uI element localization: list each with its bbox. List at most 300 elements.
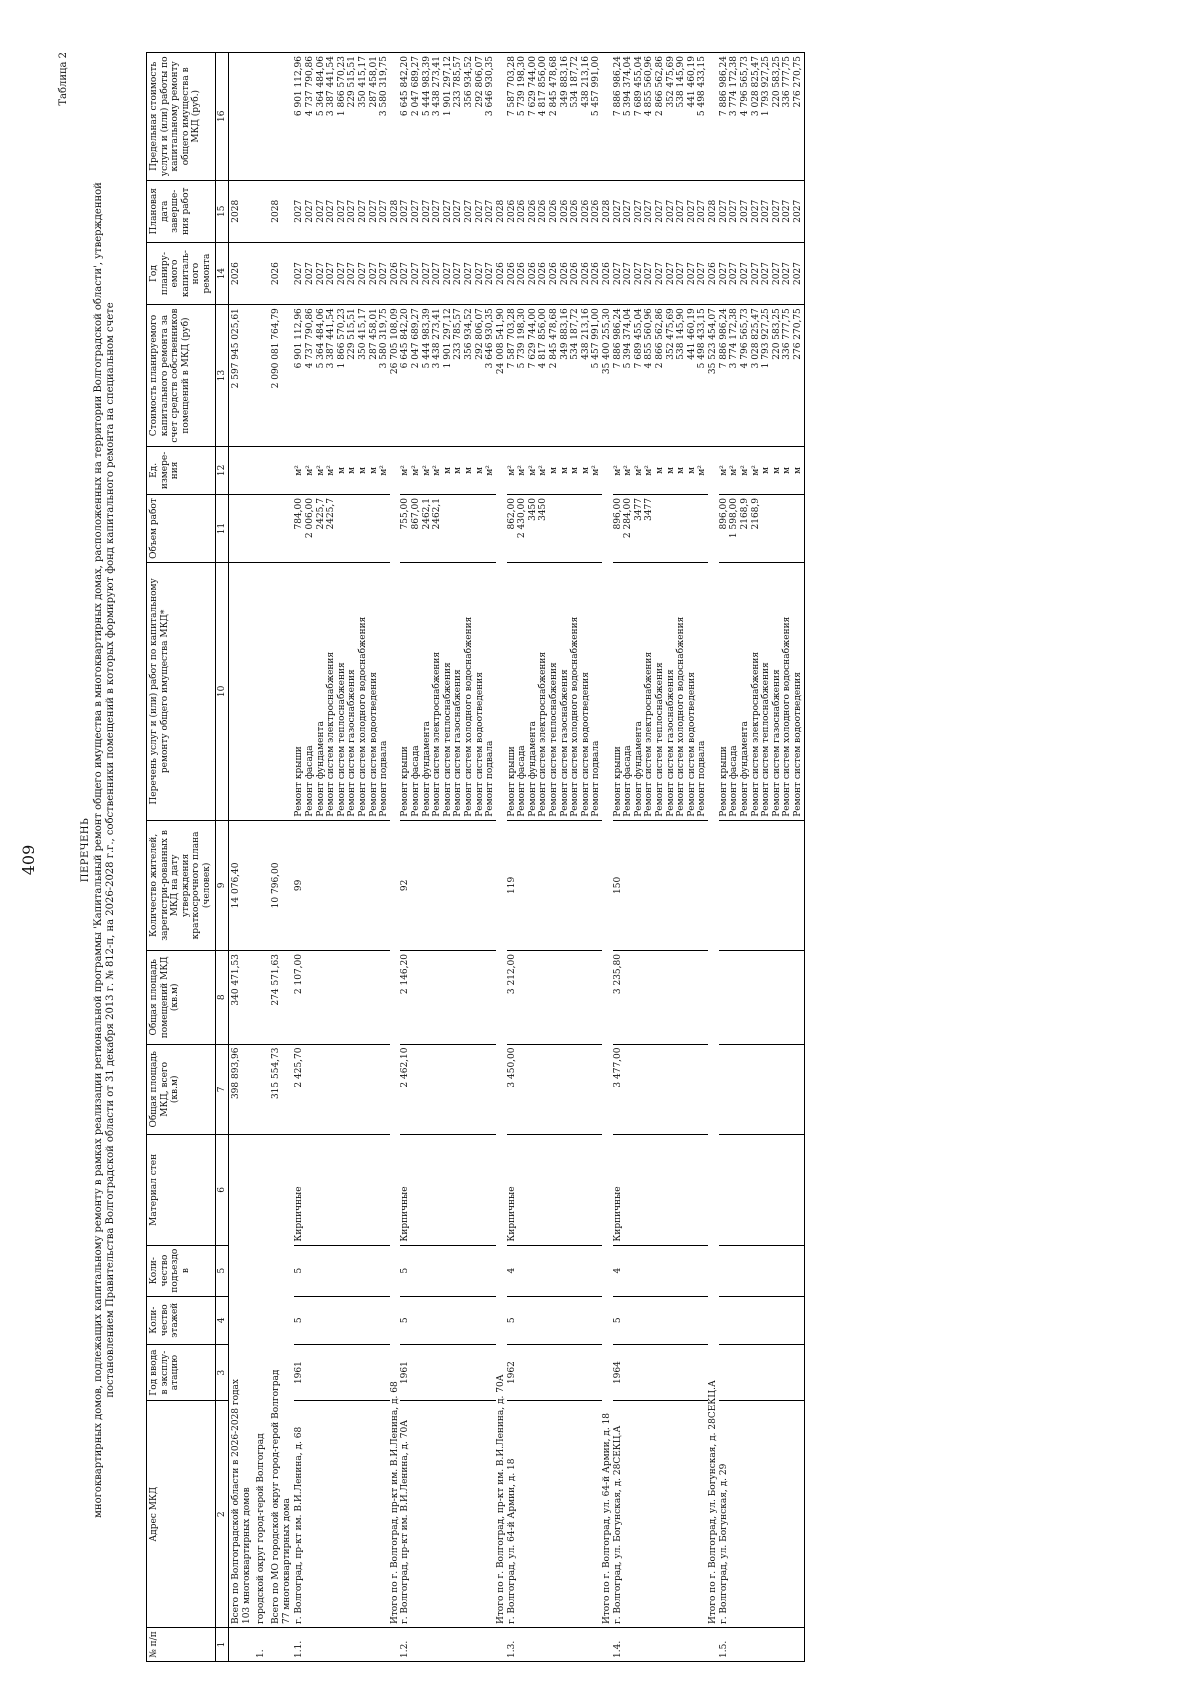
empty-cell	[326, 820, 337, 950]
work-year: 2027	[326, 242, 337, 304]
empty-cell	[337, 1296, 348, 1344]
empty-cell	[453, 1401, 464, 1628]
mo-date: 2028	[269, 180, 294, 242]
empty-cell	[666, 1401, 677, 1628]
work-cost: 6 645 842,20	[400, 305, 411, 447]
work-date: 2027	[666, 180, 677, 242]
work-name: Ремонт систем электроснабжения	[326, 562, 337, 820]
empty-cell	[697, 1401, 708, 1628]
house-entrances: 4	[613, 1245, 624, 1296]
empty-cell	[528, 1344, 539, 1401]
work-cost: 2 866 562,86	[655, 305, 666, 447]
district-name: городской округ город-герой Волгоград	[254, 1135, 269, 1628]
work-name: Ремонт крыши	[613, 562, 624, 820]
mo-residents: 10 796,00	[269, 820, 294, 950]
empty-cell	[581, 1628, 592, 1662]
work-row	[347, 53, 358, 1662]
work-year: 2027	[751, 242, 762, 304]
empty-cell	[411, 1044, 422, 1135]
empty-cell	[644, 1628, 655, 1662]
empty-cell	[591, 820, 602, 950]
empty-cell	[782, 1344, 793, 1401]
house-total-date: 2028	[602, 180, 613, 242]
work-date: 2027	[697, 180, 708, 242]
work-unit: м²	[613, 446, 624, 494]
work-limit: 4 855 560,96	[644, 53, 655, 181]
empty-cell	[305, 1245, 316, 1296]
work-row	[422, 53, 433, 1662]
empty-cell	[676, 1628, 687, 1662]
empty-cell	[687, 820, 698, 950]
house-total-cost: 35 400 255,30	[602, 305, 613, 447]
house-address: г. Волгоград, пр-кт им. В.И.Ленина, д. 68	[294, 1401, 305, 1628]
work-date: 2027	[453, 180, 464, 242]
work-date: 2027	[655, 180, 666, 242]
empty-cell	[432, 1135, 443, 1245]
empty-cell	[655, 951, 666, 1044]
empty-cell	[305, 1401, 316, 1628]
empty-cell	[305, 951, 316, 1044]
work-row	[560, 53, 571, 1662]
empty-cell	[560, 1401, 571, 1628]
work-limit: 5 394 374,04	[623, 53, 634, 181]
empty-cell	[390, 1628, 401, 1662]
empty-cell	[729, 1044, 740, 1135]
empty-cell	[623, 1044, 634, 1135]
work-year: 2027	[676, 242, 687, 304]
work-row	[591, 53, 602, 1662]
work-row	[687, 53, 698, 1662]
work-volume: 2462,1	[432, 495, 443, 563]
work-year: 2027	[697, 242, 708, 304]
work-year: 2027	[740, 242, 751, 304]
empty-cell	[475, 1245, 486, 1296]
empty-cell	[475, 1401, 486, 1628]
empty-cell	[379, 1296, 390, 1344]
work-row	[453, 53, 464, 1662]
empty-cell	[485, 1135, 496, 1245]
empty-cell	[793, 1245, 804, 1296]
work-date: 2027	[740, 180, 751, 242]
work-year: 2027	[358, 242, 369, 304]
empty-cell	[676, 1135, 687, 1245]
work-year: 2027	[411, 242, 422, 304]
work-name: Ремонт систем газоснабжения	[560, 562, 571, 820]
empty-cell	[443, 1628, 454, 1662]
work-unit: м²	[411, 446, 422, 494]
empty-cell	[485, 1401, 496, 1628]
house-residents: 150	[613, 820, 624, 950]
work-unit: м²	[719, 446, 730, 494]
work-year: 2026	[549, 242, 560, 304]
work-volume: 3477	[634, 495, 645, 563]
empty-cell	[485, 1296, 496, 1344]
house-number: 1.3.	[507, 1628, 518, 1662]
work-row	[751, 53, 762, 1662]
empty-cell	[347, 1245, 358, 1296]
column-number-14: 14	[215, 242, 229, 304]
work-date: 2027	[305, 180, 316, 242]
empty-cell	[337, 820, 348, 950]
work-limit: 534 187,72	[570, 53, 581, 181]
empty-cell	[761, 1135, 772, 1245]
house-material: Кирпичные	[507, 1135, 518, 1245]
empty-cell	[538, 1044, 549, 1135]
empty-cell	[666, 1344, 677, 1401]
empty-cell	[517, 1044, 528, 1135]
work-unit: м	[443, 446, 454, 494]
work-limit: 2 866 562,86	[655, 53, 666, 181]
empty-cell	[496, 1628, 507, 1662]
empty-cell	[475, 951, 486, 1044]
work-unit: м	[655, 446, 666, 494]
empty-cell	[411, 1135, 422, 1245]
work-row	[400, 53, 411, 1662]
empty-cell	[538, 1344, 549, 1401]
empty-cell	[634, 820, 645, 950]
work-name: Ремонт фасада	[411, 562, 422, 820]
work-volume	[358, 495, 369, 563]
empty-cell	[793, 1344, 804, 1401]
empty-cell	[369, 1296, 380, 1344]
empty-cell	[729, 1245, 740, 1296]
work-cost: 6 901 112,96	[294, 305, 305, 447]
work-limit: 287 458,01	[369, 53, 380, 181]
work-date: 2027	[623, 180, 634, 242]
empty-cell	[761, 1245, 772, 1296]
house-residents: 92	[400, 820, 411, 950]
empty-cell	[453, 1044, 464, 1135]
house-total-year: 2026	[602, 242, 613, 304]
house-total-label: Итого по г. Волгоград, пр-кт им. В.И.Ленина, д. 70А	[496, 446, 507, 1627]
empty-cell	[528, 1135, 539, 1245]
work-name: Ремонт систем теплоснабжения	[761, 562, 772, 820]
empty-cell	[591, 1135, 602, 1245]
empty-cell	[464, 951, 475, 1044]
work-name: Ремонт систем газоснабжения	[453, 562, 464, 820]
empty-cell	[644, 1344, 655, 1401]
work-volume	[369, 495, 380, 563]
empty-cell	[634, 1401, 645, 1628]
empty-cell	[687, 1135, 698, 1245]
work-date: 2027	[411, 180, 422, 242]
work-unit: м²	[740, 446, 751, 494]
empty-cell	[751, 820, 762, 950]
work-name: Ремонт систем холодного водоснабжения	[782, 562, 793, 820]
empty-cell	[644, 1401, 655, 1628]
work-cost: 1 793 927,25	[761, 305, 772, 447]
work-cost: 5 498 433,15	[697, 305, 708, 447]
work-row	[443, 53, 454, 1662]
work-row	[379, 53, 390, 1662]
work-date: 2027	[793, 180, 804, 242]
work-row	[761, 53, 772, 1662]
work-volume	[549, 495, 560, 563]
work-unit: м²	[294, 446, 305, 494]
house-material: Кирпичные	[613, 1135, 624, 1245]
work-name: Ремонт систем холодного водоснабжения	[676, 562, 687, 820]
work-limit: 4 737 790,86	[305, 53, 316, 181]
region-count: 103 многоквартирных домов	[241, 1487, 252, 1625]
work-cost: 276 270,75	[793, 305, 804, 447]
empty-cell	[634, 1044, 645, 1135]
empty-cell	[369, 1401, 380, 1628]
column-header-16: Предельная стоимость услуги и (или) работы по капитальному ремонту общего имущества в МКД (руб.)	[147, 53, 216, 181]
work-cost: 229 515,51	[347, 305, 358, 447]
work-volume: 2 430,00	[517, 495, 528, 563]
empty-cell	[316, 951, 327, 1044]
work-cost: 7 587 703,28	[507, 305, 518, 447]
house-area-rooms: 2 146,20	[400, 951, 411, 1044]
work-year: 2027	[453, 242, 464, 304]
house-floors: 5	[400, 1296, 411, 1344]
work-unit: м²	[507, 446, 518, 494]
empty-cell	[560, 1044, 571, 1135]
empty-cell	[655, 820, 666, 950]
empty-cell	[475, 1296, 486, 1344]
empty-cell	[687, 1628, 698, 1662]
empty-cell	[475, 820, 486, 950]
work-name: Ремонт систем электроснабжения	[644, 562, 655, 820]
work-cost: 7 886 986,24	[613, 305, 624, 447]
empty-cell	[485, 1344, 496, 1401]
column-header-3: Год ввода в эксплу-атацию	[147, 1344, 216, 1401]
work-limit: 1 866 570,23	[337, 53, 348, 181]
empty-cell	[443, 1296, 454, 1344]
empty-cell	[581, 1135, 592, 1245]
work-unit: м²	[644, 446, 655, 494]
empty-cell	[316, 820, 327, 950]
work-cost: 441 460,19	[687, 305, 698, 447]
house-number: 1.5.	[719, 1628, 730, 1662]
work-volume: 2 006,00	[305, 495, 316, 563]
house-year: 1961	[294, 1344, 305, 1401]
column-number-4: 4	[215, 1296, 229, 1344]
work-name: Ремонт систем теплоснабжения	[337, 562, 348, 820]
empty-cell	[570, 1135, 581, 1245]
house-floors: 5	[507, 1296, 518, 1344]
empty-cell	[464, 1628, 475, 1662]
header-label-row	[147, 53, 216, 1662]
empty-cell	[570, 1344, 581, 1401]
work-date: 2027	[422, 180, 433, 242]
empty-cell	[591, 1628, 602, 1662]
empty-cell	[751, 1344, 762, 1401]
work-name: Ремонт фундамента	[316, 562, 327, 820]
empty-cell	[464, 1344, 475, 1401]
work-date: 2027	[761, 180, 772, 242]
house-total-cost: 24 008 541,90	[496, 305, 507, 447]
work-year: 2027	[761, 242, 772, 304]
empty-cell	[528, 1296, 539, 1344]
table-header	[147, 53, 229, 1662]
empty-cell	[369, 1044, 380, 1135]
work-name: Ремонт систем теплоснабжения	[443, 562, 454, 820]
column-number-5: 5	[215, 1245, 229, 1296]
work-limit: 7 886 986,24	[613, 53, 624, 181]
empty-cell	[655, 1044, 666, 1135]
empty-cell	[528, 1401, 539, 1628]
empty-cell	[772, 1401, 783, 1628]
column-header-9: Количество жителей, зарегистри-рованных в МКД на дату утверждения краткосрочного плана (человек)	[147, 820, 216, 950]
work-row	[358, 53, 369, 1662]
house-total-label: Итого по г. Волгоград, ул. 64-й Армии, д. 18	[602, 446, 613, 1627]
work-volume	[337, 495, 348, 563]
house-residents	[719, 820, 730, 950]
empty-cell	[347, 1628, 358, 1662]
work-date: 2026	[591, 180, 602, 242]
work-unit: м	[358, 446, 369, 494]
empty-cell	[422, 1296, 433, 1344]
work-limit: 2 047 689,27	[411, 53, 422, 181]
house-total-cost: 35 523 454,07	[708, 305, 719, 447]
empty-cell	[358, 1344, 369, 1401]
empty-cell	[623, 1135, 634, 1245]
work-row	[623, 53, 634, 1662]
empty-cell	[528, 820, 539, 950]
empty-cell	[379, 951, 390, 1044]
work-name: Ремонт подвала	[485, 562, 496, 820]
empty-cell	[751, 1296, 762, 1344]
work-date: 2026	[507, 180, 518, 242]
column-header-14: Год планиру-емого капиталь-ного ремонта	[147, 242, 216, 304]
empty-cell	[655, 1401, 666, 1628]
empty-cell	[411, 1245, 422, 1296]
region-cost: 2 597 945 025,61	[229, 305, 255, 447]
empty-cell	[432, 1401, 443, 1628]
empty-cell	[326, 1401, 337, 1628]
empty-cell	[453, 1628, 464, 1662]
work-limit: 220 583,25	[772, 53, 783, 181]
house-address: г. Волгоград, пр-кт им. В.И.Ленина, д. 70А	[400, 1401, 411, 1628]
work-row	[793, 53, 804, 1662]
empty-cell	[623, 1628, 634, 1662]
work-year: 2027	[793, 242, 804, 304]
column-number-10: 10	[215, 562, 229, 820]
work-cost: 292 806,07	[475, 305, 486, 447]
empty-cell	[337, 1628, 348, 1662]
empty-cell	[358, 1135, 369, 1245]
empty-cell	[326, 1135, 337, 1245]
empty-cell	[422, 1344, 433, 1401]
work-volume	[772, 495, 783, 563]
empty-cell	[761, 1044, 772, 1135]
work-unit: м	[549, 446, 560, 494]
work-limit: 6 645 842,20	[400, 53, 411, 181]
table-body	[229, 53, 804, 1662]
empty-cell	[347, 951, 358, 1044]
work-name: Ремонт систем водоотведения	[687, 562, 698, 820]
empty-cell	[676, 1344, 687, 1401]
district-row	[254, 53, 269, 1662]
empty-cell	[644, 951, 655, 1044]
work-year: 2027	[634, 242, 645, 304]
empty-cell	[676, 1296, 687, 1344]
work-name: Ремонт фундамента	[634, 562, 645, 820]
work-date: 2027	[316, 180, 327, 242]
work-limit: 276 270,75	[793, 53, 804, 181]
empty-cell	[464, 820, 475, 950]
work-year: 2027	[485, 242, 496, 304]
work-cost: 5 444 983,39	[422, 305, 433, 447]
column-header-12: Ед. измере-ния	[147, 446, 216, 494]
work-unit: м	[761, 446, 772, 494]
house-area-rooms: 3 212,00	[507, 951, 518, 1044]
empty-cell	[453, 1344, 464, 1401]
empty-cell	[379, 1344, 390, 1401]
empty-cell	[560, 951, 571, 1044]
empty-cell	[793, 1296, 804, 1344]
empty-cell	[485, 1628, 496, 1662]
house-material: Кирпичные	[400, 1135, 411, 1245]
work-volume: 2168,9	[751, 495, 762, 563]
work-date: 2026	[581, 180, 592, 242]
empty-cell	[443, 1401, 454, 1628]
empty-cell	[517, 1135, 528, 1245]
empty-cell	[422, 951, 433, 1044]
work-volume	[591, 495, 602, 563]
empty-cell	[379, 1628, 390, 1662]
work-volume	[379, 495, 390, 563]
work-volume	[464, 495, 475, 563]
work-row	[517, 53, 528, 1662]
work-name: Ремонт подвала	[697, 562, 708, 820]
work-date: 2027	[751, 180, 762, 242]
work-row	[337, 53, 348, 1662]
mo-count: 77 многоквартирных дома	[281, 1498, 292, 1625]
empty-cell	[369, 1245, 380, 1296]
empty-cell	[443, 1245, 454, 1296]
empty-cell	[358, 1401, 369, 1628]
work-name: Ремонт систем электроснабжения	[751, 562, 762, 820]
empty-cell	[570, 1245, 581, 1296]
empty-cell	[560, 1296, 571, 1344]
house-year: 1962	[507, 1344, 518, 1401]
work-limit: 441 460,19	[687, 53, 698, 181]
work-cost: 352 475,69	[666, 305, 677, 447]
work-unit: м	[369, 446, 380, 494]
empty-cell	[591, 1044, 602, 1135]
work-date: 2027	[772, 180, 783, 242]
work-unit: м²	[634, 446, 645, 494]
empty-cell	[517, 1245, 528, 1296]
work-year: 2026	[528, 242, 539, 304]
empty-cell	[464, 1135, 475, 1245]
work-cost: 3 774 172,38	[729, 305, 740, 447]
column-header-1: № п/п	[147, 1628, 216, 1662]
work-unit: м²	[432, 446, 443, 494]
house-address: г. Волгоград, ул. 64-й Армии, д. 18	[507, 1401, 518, 1628]
work-row	[305, 53, 316, 1662]
column-number-13: 13	[215, 305, 229, 447]
work-date: 2027	[644, 180, 655, 242]
empty-cell	[485, 951, 496, 1044]
work-date: 2027	[347, 180, 358, 242]
work-cost: 4 855 560,96	[644, 305, 655, 447]
work-volume	[475, 495, 486, 563]
house-total-row	[496, 53, 507, 1662]
house-total-row	[390, 53, 401, 1662]
work-date: 2027	[326, 180, 337, 242]
empty-cell	[634, 1135, 645, 1245]
empty-cell	[623, 1245, 634, 1296]
empty-cell	[422, 1135, 433, 1245]
empty-cell	[708, 1628, 719, 1662]
empty-cell	[740, 1296, 751, 1344]
empty-cell	[549, 820, 560, 950]
empty-cell	[591, 951, 602, 1044]
empty-cell	[538, 820, 549, 950]
